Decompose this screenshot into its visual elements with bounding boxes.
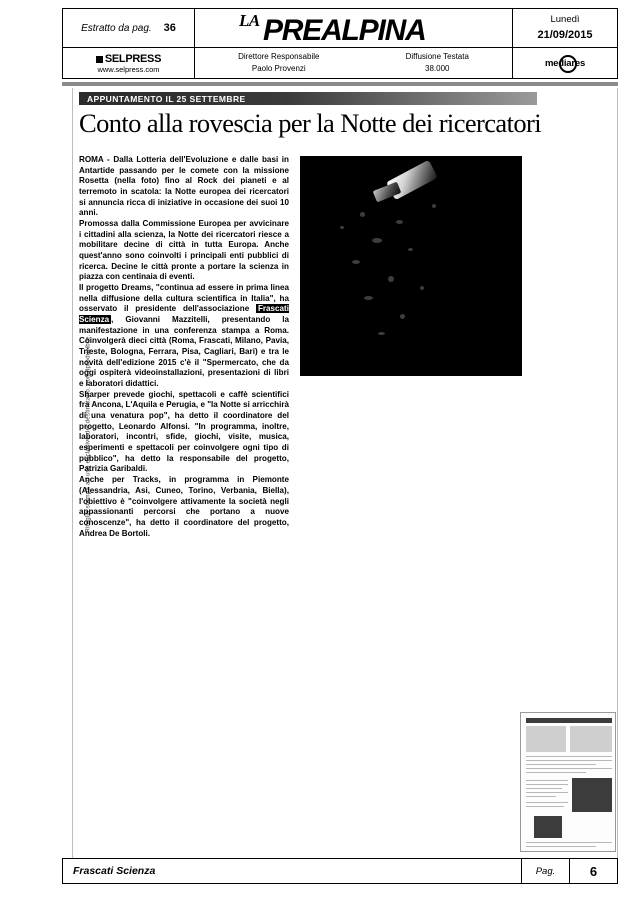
footer-page-label: Pag. [521,859,569,883]
article-body [79,155,289,539]
director-label: Direttore Responsabile [238,52,320,61]
thumb-line [526,772,586,773]
article-paragraph: Anche per Tracks, in programma in Piemonte (Alessandria, Asi, Cuneo, Torino, Verbania, Biella), l'obiettivo è "coinvolgere attivamente la società negli appassionanti percorsi che portano a nuove conoscenze", ha detto il coordinatore del progetto, Andrea De Bortoli. [79,475,289,538]
thumb-line [526,760,612,761]
dust-speck [372,238,382,243]
article-kicker: APPUNTAMENTO IL 25 SETTEMBRE [79,92,537,105]
thumb-line [526,806,564,807]
publication-credits [195,48,513,78]
dust-speck [432,204,436,208]
thumb-line [526,846,596,847]
masthead-top-row [63,9,617,47]
thumb-line [526,788,562,789]
page-thumbnail-content [524,716,612,848]
issue-date-value: 21/09/2015 [537,28,593,41]
thumb-block [526,726,566,752]
dust-speck [360,212,365,217]
thumb-line [526,756,612,757]
director-block [238,51,319,75]
dust-speck [364,296,373,300]
selpress-url: www.selpress.com [97,64,160,74]
article-paragraph: Sharper prevede giochi, spettacoli e caffè scientifici fra Ancona, L'Aquila e Perugia, e "la Notte si arricchirà di una venatura pop", ha detto il coordinatore del progetto, Leonardo Alfonsi. "In programma, inoltre, laboratori, incontri, sfide, giochi, visite, musica, esperimenti e spettacoli per coinvolgere ogni tipo di pubblico", ha detto la responsabile del progetto, Patrizia Garibaldi. [79,389,289,474]
partner-logo-block [513,48,617,78]
partner-logo-text: mediares [544,57,586,69]
thumb-header-bar [526,718,612,723]
thumb-line [526,792,568,793]
extract-label: Estratto da pag. [81,22,152,34]
thumb-line [526,764,596,765]
masthead-bottom-row [63,47,617,78]
footer [62,858,618,884]
extract-info [63,9,195,47]
footer-client-name: Frascati Scienza [73,865,156,877]
thumb-line [526,784,568,785]
paragraph-text-after: , Giovanni Mazzitelli, presentando la manifestazione in una conferenza stampa a Roma. Coinvolgerà dieci città (Roma, Frascati, Milano, Pavia, Trieste, Bologna, Ferrara, Pisa, Cagliari, Bari) e tra le novità dell'edizione 2015 c'è il "Spermercato, che da oggi ospiterà videoinstallazioni, presentazioni di libri e laboratori didattici. [79,315,289,389]
article-paragraph-with-highlight [79,283,289,390]
dust-speck [420,286,424,290]
partner-logo [545,58,585,69]
selpress-name: SELPRESS [104,52,162,65]
dust-speck [340,226,344,229]
logo-prefix: LA [239,11,260,30]
thumb-photo [572,778,612,812]
selpress-logo [96,53,161,65]
logo-name: PREALPINA [263,14,426,47]
thumb-line [526,780,568,781]
diffusion-block [406,51,469,75]
square-icon [96,56,103,63]
dust-speck [400,314,405,319]
page-thumbnail [520,712,616,852]
article-headline: Conto alla rovescia per la Notte dei ricercatori [79,108,541,138]
diffusion-value: 38.000 [425,64,450,73]
dust-speck [388,276,394,282]
masthead [62,8,618,79]
highlighted-term: Frascati Scienza [79,304,289,325]
publication-logo [195,9,513,47]
thumb-line [526,768,612,769]
diffusion-label: Diffusione Testata [405,52,469,61]
thumb-line [526,842,612,843]
footer-page-number: 6 [569,859,617,883]
director-name: Paolo Provenzi [251,64,306,73]
comet-tail-shape [373,182,402,203]
reproduction-notice: Ritaglio stampa ad uso esclusivo del destinatario, non riproducibile. [84,334,92,533]
article-paragraph: Promossa dalla Commissione Europea per avvicinare i cittadini alla scienza, la Notte dei ricercatori riesce a mobilitare decine di città in tutta Europa. Anche quest'anno sono coinvolti i principali enti pubblici di ricerca. Decine le città pronte a portare la scienza in piazza con centinaia di eventi. [79,219,289,282]
thumb-photo [534,816,562,838]
masthead-divider [62,82,618,86]
issue-date [513,9,617,47]
article-photo [300,156,522,376]
dust-speck [396,220,403,224]
selpress-block [63,48,195,78]
thumb-line [526,802,568,803]
issue-weekday: Lunedì [550,13,580,25]
article-paragraph: ROMA - Dalla Lotteria dell'Evoluzione e dalle basi in Antartide passando per le comete con la missione Rosetta (nella foto) fino al Rock dei pianeti e al terremoto in scatola: la Notte europea dei ricercatori si annuncia ricca di iniziative in occasione dei suoi 10 anni. [79,155,289,218]
extract-page-number: 36 [163,22,176,34]
paragraph-text-before: Il progetto Dreams, "continua ad essere in prima linea nella diffusione della cultura scientifica in Italia", ha osservato il presidente dell'associazione [79,283,289,314]
circle-icon [559,55,577,73]
dust-speck [352,260,360,264]
dust-speck [408,248,413,251]
thumb-line [526,796,556,797]
thumb-block [570,726,612,752]
dust-speck [378,332,385,335]
